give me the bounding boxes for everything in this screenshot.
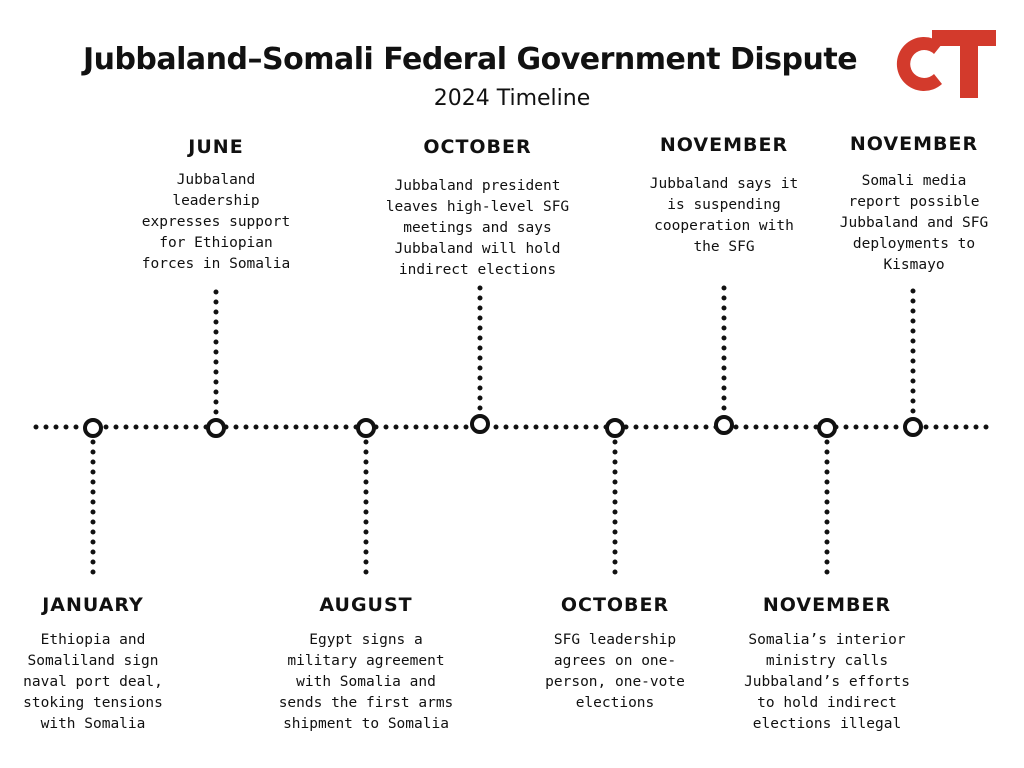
marker-june bbox=[208, 420, 224, 436]
event-october-above bbox=[380, 136, 575, 281]
marker-january bbox=[85, 420, 101, 436]
event-description: Jubbaland leadership expresses support for Ethiopian forces in Somalia bbox=[141, 172, 291, 272]
event-description: SFG leadership agrees on one-person, one-vote elections bbox=[545, 632, 685, 711]
marker-november-above-2 bbox=[905, 419, 921, 435]
event-description: Ethiopia and Somaliland sign naval port deal, stoking tensions with Somalia bbox=[23, 632, 163, 732]
event-november-below bbox=[742, 594, 912, 735]
marker-october-below bbox=[607, 420, 623, 436]
event-description: Somali media report possible Jubbaland and SFG deployments to Kismayo bbox=[839, 173, 989, 273]
event-month: JUNE bbox=[188, 136, 244, 158]
event-description: Egypt signs a military agreement with Somalia and sends the first arms shipment to Somalia bbox=[278, 632, 454, 732]
event-november-above-2 bbox=[834, 133, 994, 276]
event-month: OCTOBER bbox=[560, 594, 670, 616]
event-month: AUGUST bbox=[319, 594, 413, 616]
event-november-above-1 bbox=[644, 134, 804, 258]
event-month: JANUARY bbox=[42, 594, 144, 616]
event-description: Somalia’s interior ministry calls Jubbaland’s efforts to hold indirect elections illegal bbox=[744, 632, 910, 732]
event-october-below bbox=[540, 594, 690, 714]
event-description: Jubbaland president leaves high-level SFG meetings and says Jubbaland will hold indirect elections bbox=[385, 178, 570, 278]
page-title: Jubbaland–Somali Federal Government Dispute bbox=[82, 42, 858, 77]
marker-november-above-1 bbox=[716, 417, 732, 433]
page-subtitle: 2024 Timeline bbox=[433, 86, 591, 111]
event-august bbox=[276, 594, 456, 735]
event-month: OCTOBER bbox=[423, 136, 532, 158]
event-month: NOVEMBER bbox=[659, 134, 789, 156]
marker-november-below bbox=[819, 420, 835, 436]
marker-august bbox=[358, 420, 374, 436]
event-january bbox=[18, 594, 168, 735]
event-description: Jubbaland says it is suspending cooperation with the SFG bbox=[649, 176, 799, 255]
event-month: NOVEMBER bbox=[762, 594, 892, 616]
event-month: NOVEMBER bbox=[849, 133, 979, 155]
event-june bbox=[131, 136, 301, 275]
marker-october-above bbox=[472, 416, 488, 432]
